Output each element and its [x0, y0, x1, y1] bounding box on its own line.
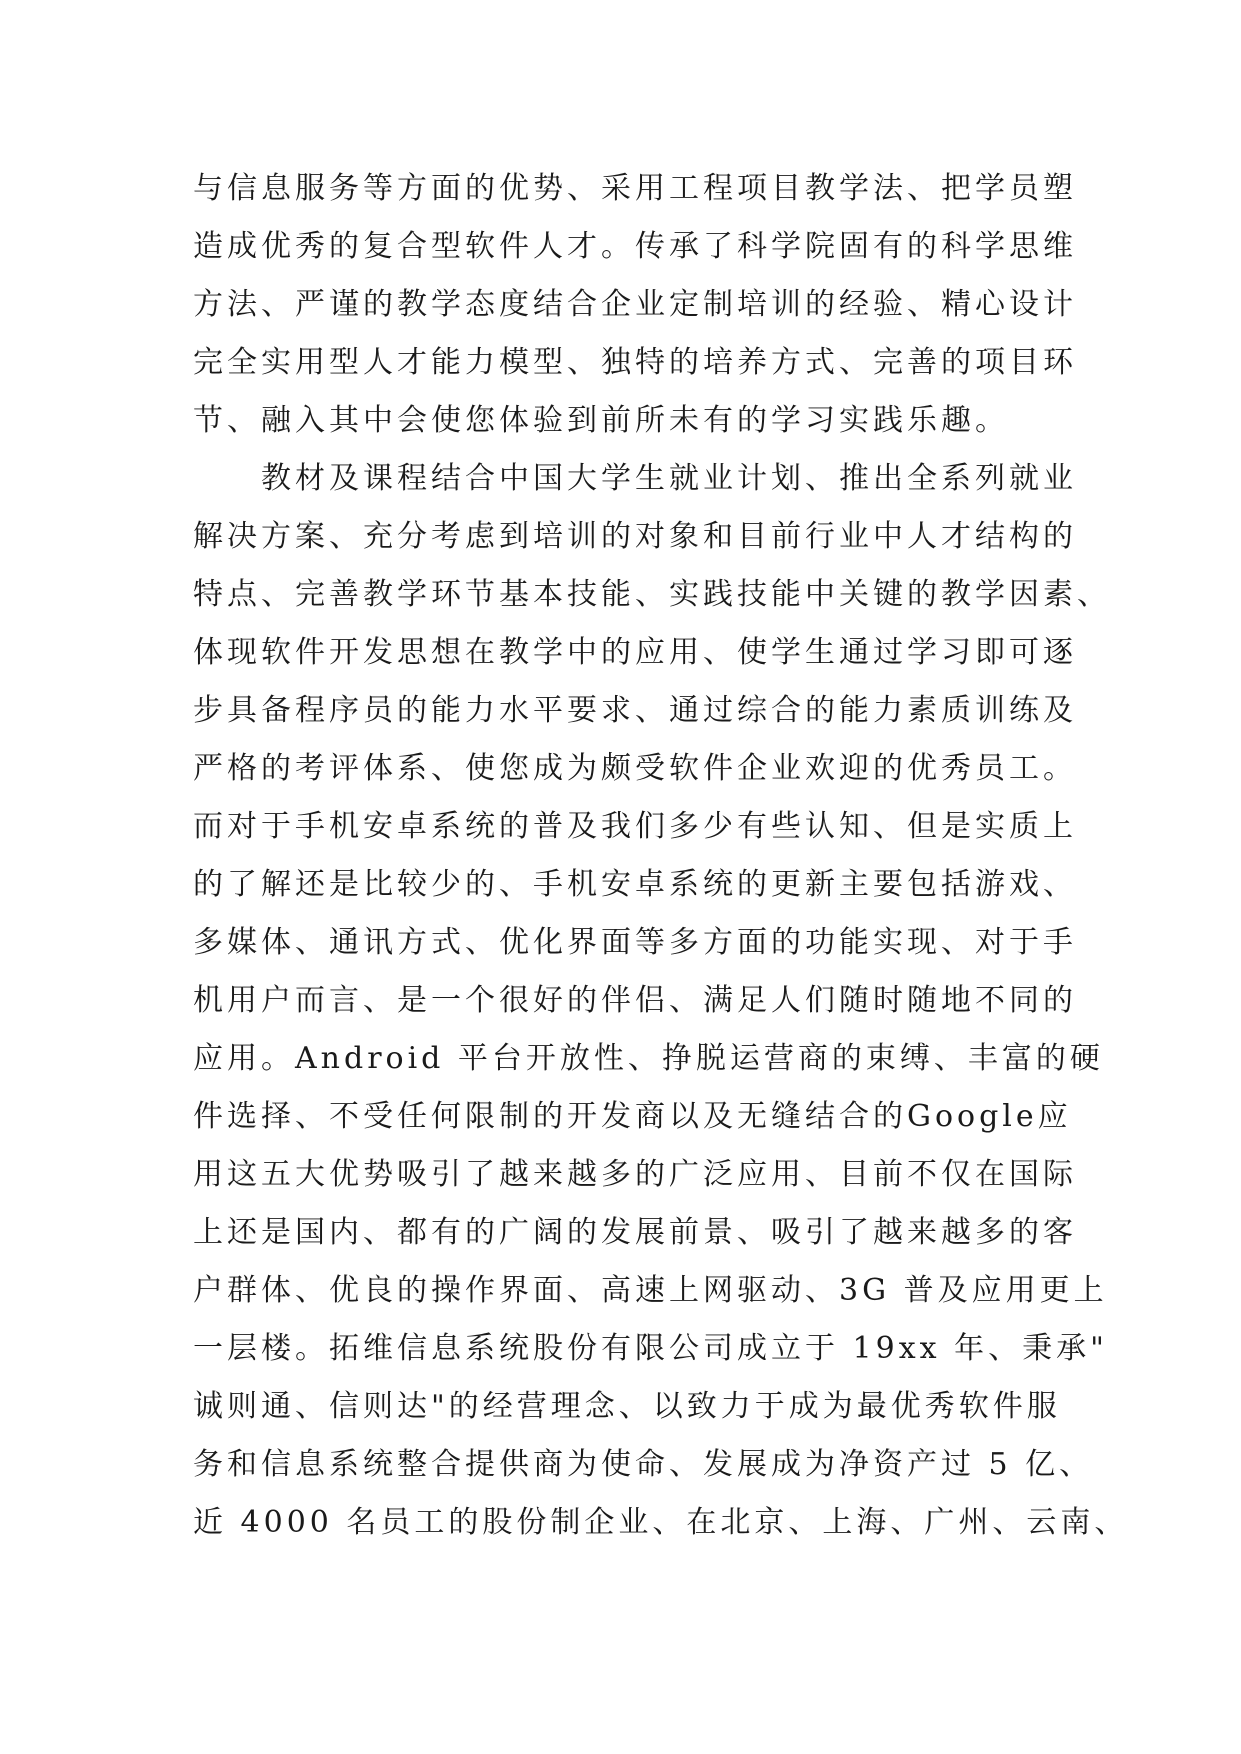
body-text [193, 160, 1129, 1552]
text-line-12: 而对于手机安卓系统的普及我们多少有些认知、但是实质上 [193, 809, 1077, 844]
text-line-23: 务和信息系统整合提供商为使命、发展成为净资产过 5 亿、 [193, 1447, 1094, 1482]
text-line-4: 完全实用型人才能力模型、独特的培养方式、完善的项目环 [193, 345, 1077, 380]
text-line-10: 步具备程序员的能力水平要求、通过综合的能力素质训练及 [193, 693, 1077, 728]
text-line-21: 一层楼。拓维信息系统股份有限公司成立于 19xx 年、秉承" [193, 1331, 1108, 1366]
text-line-24: 近 4000 名员工的股份制企业、在北京、上海、广州、云南、 [193, 1505, 1129, 1540]
text-line-5: 节、融入其中会使您体验到前所未有的学习实践乐趣。 [193, 403, 1009, 438]
text-line-2: 造成优秀的复合型软件人才。传承了科学院固有的科学思维 [193, 229, 1077, 264]
paragraph-start-line: 教材及课程结合中国大学生就业计划、推出全系列就业 [261, 461, 1077, 496]
text-line-22: 诚则通、信则达"的经营理念、以致力于成为最优秀软件服 [193, 1389, 1061, 1424]
text-line-7: 解决方案、充分考虑到培训的对象和目前行业中人才结构的 [193, 519, 1077, 554]
text-line-11: 严格的考评体系、使您成为颇受软件企业欢迎的优秀员工。 [193, 751, 1077, 786]
text-line-15: 机用户而言、是一个很好的伴侣、满足人们随时随地不同的 [193, 983, 1077, 1018]
text-line-18: 用这五大优势吸引了越来越多的广泛应用、目前不仅在国际 [193, 1157, 1077, 1192]
text-line-20: 户群体、优良的操作界面、高速上网驱动、3G 普及应用更上 [193, 1273, 1108, 1308]
text-line-8: 特点、完善教学环节基本技能、实践技能中关键的教学因素、 [193, 577, 1111, 612]
text-line-9: 体现软件开发思想在教学中的应用、使学生通过学习即可逐 [193, 635, 1077, 670]
text-line-19: 上还是国内、都有的广阔的发展前景、吸引了越来越多的客 [193, 1215, 1077, 1250]
text-line-3: 方法、严谨的教学态度结合企业定制培训的经验、精心设计 [193, 287, 1077, 322]
text-line-16: 应用。Android 平台开放性、挣脱运营商的束缚、丰富的硬 [193, 1041, 1104, 1076]
text-line-14: 多媒体、通讯方式、优化界面等多方面的功能实现、对于手 [193, 925, 1077, 960]
text-line-17: 件选择、不受任何限制的开发商以及无缝结合的Google应 [193, 1099, 1072, 1134]
text-line-1: 与信息服务等方面的优势、采用工程项目教学法、把学员塑 [193, 171, 1077, 206]
text-line-13: 的了解还是比较少的、手机安卓系统的更新主要包括游戏、 [193, 867, 1077, 902]
